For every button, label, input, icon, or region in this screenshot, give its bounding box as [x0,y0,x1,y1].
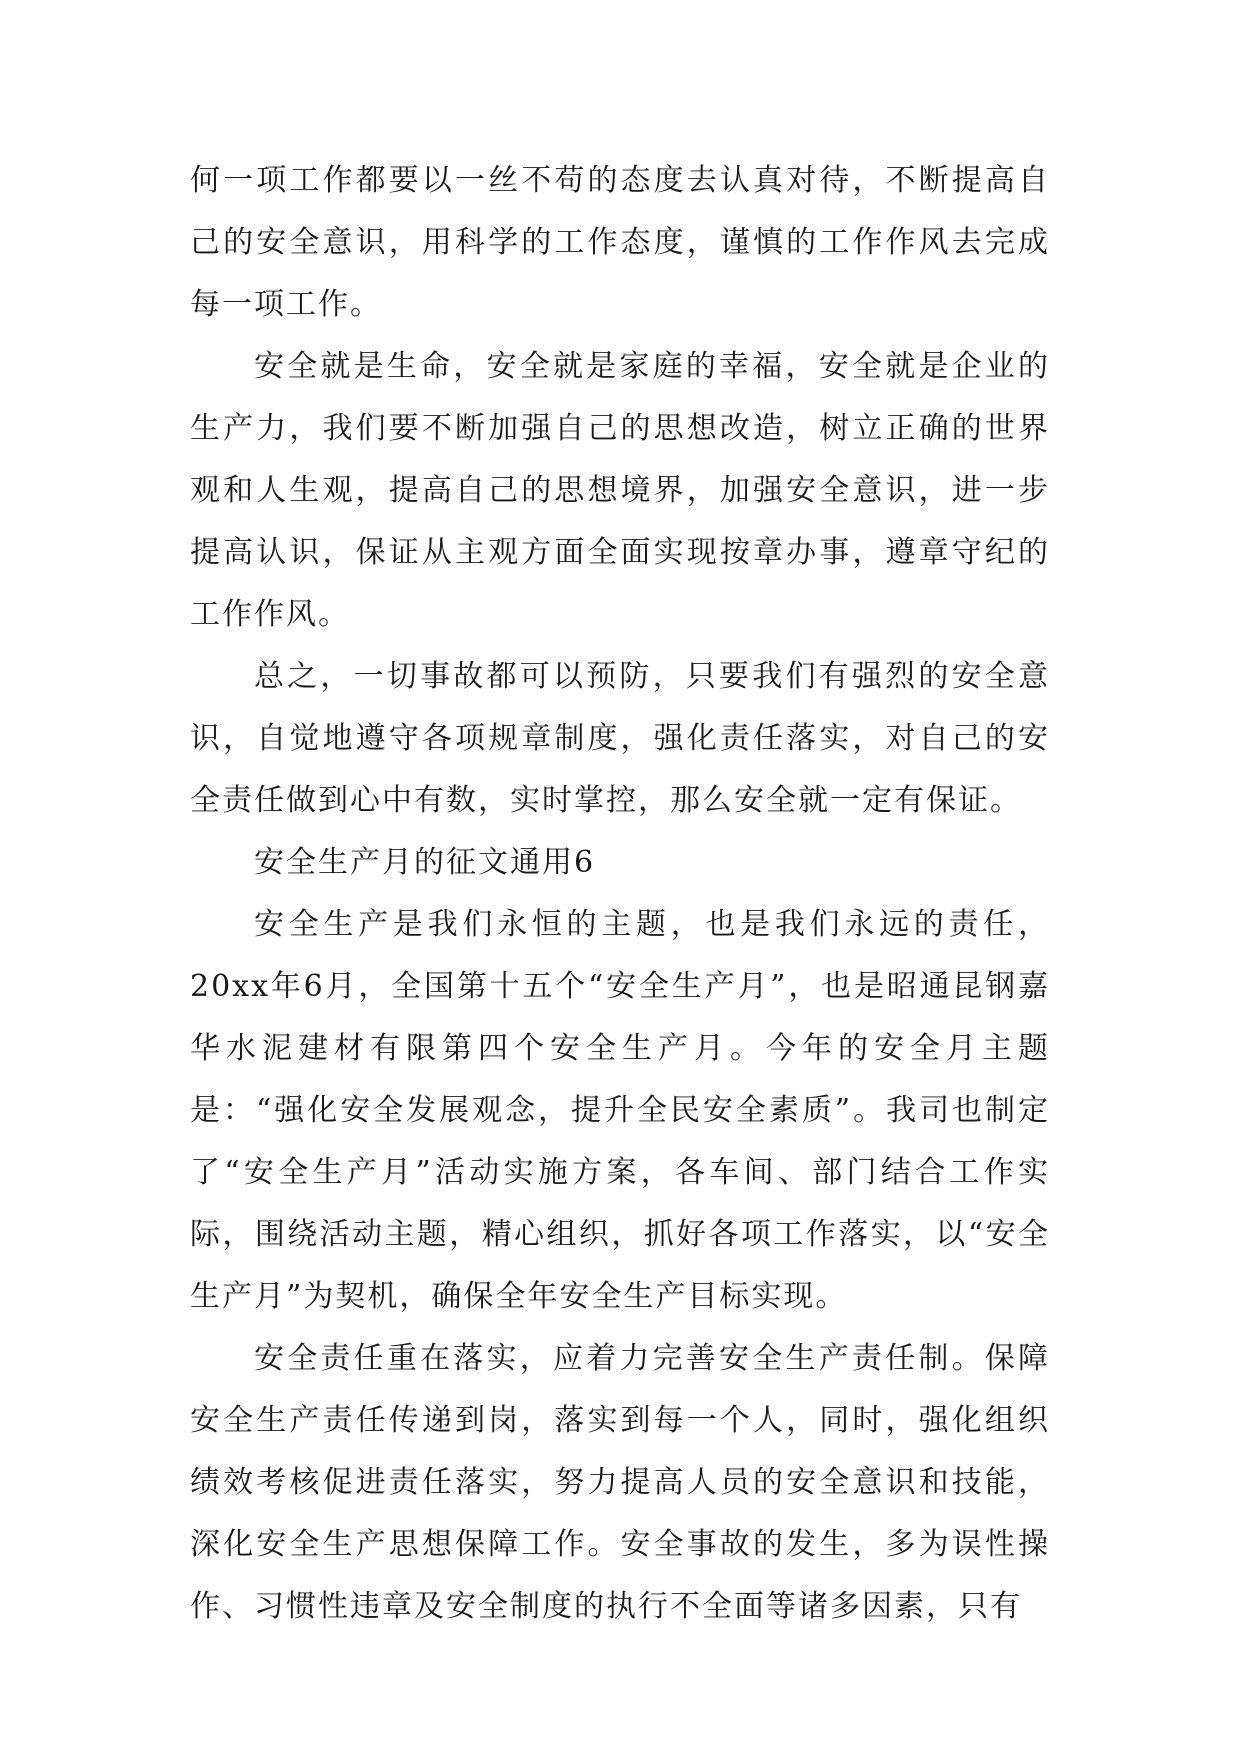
paragraph: 总之，一切事故都可以预防，只要我们有强烈的安全意识，自觉地遵守各项规章制度，强化责任落实，对自己的安全责任做到心中有数，实时掌控，那么安全就一定有保证。 [190,659,1050,818]
paragraph-continued: 何一项工作都要以一丝不苟的态度去认真对待，不断提高自己的安全意识，用科学的工作态度，谨慎的工作作风去完成每一项工作。 [190,163,1050,322]
paragraph: 安全生产是我们永恒的主题，也是我们永远的责任，20xx年6月，全国第十五个“安全生产月”，也是昭通昆钢嘉华水泥建材有限第四个安全生产月。今年的安全月主题是：“强化安全发展观念，提升全民安全素质”。我司也制定了“安全生产月”活动实施方案，各车间、部门结合工作实际，围绕活动主题，精心组织，抓好各项工作落实，以“安全生产月”为契机，确保全年安全生产目标实现。 [190,907,1050,1314]
document-body [190,150,1050,1638]
paragraph: 安全就是生命，安全就是家庭的幸福，安全就是企业的生产力，我们要不断加强自己的思想改造，树立正确的世界观和人生观，提高自己的思想境界，加强安全意识，进一步提高认识，保证从主观方面全面实现按章办事，遵章守纪的工作作风。 [190,349,1050,632]
paragraph: 安全责任重在落实，应着力完善安全生产责任制。保障安全生产责任传递到岗，落实到每一个人，同时，强化组织绩效考核促进责任落实，努力提高人员的安全意识和技能，深化安全生产思想保障工作。安全事故的发生，多为误性操作、习惯性违章及安全制度的执行不全面等诸多因素，只有 [190,1341,1050,1624]
section-heading: 安全生产月的征文通用6 [254,845,596,880]
